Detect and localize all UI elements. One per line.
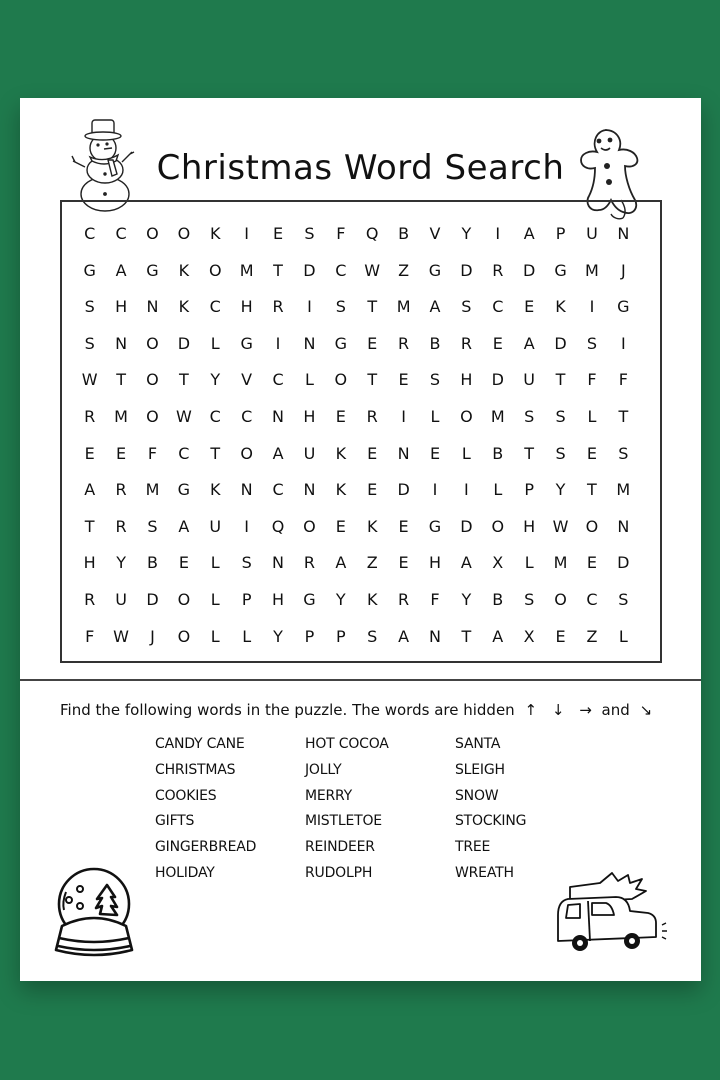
grid-letter: Y [273,626,283,646]
grid-letter: M [239,260,254,280]
grid-letter: F [85,626,95,646]
word-list-item: SLEIGH [455,761,505,778]
word-list-item: GIFTS [155,813,195,830]
grid-letter: L [304,370,314,390]
grid-letter: S [241,553,252,573]
grid-letter: C [115,224,127,243]
grid-letter: D [460,260,473,280]
grid-letter: K [335,480,347,500]
grid-letter: S [555,406,566,426]
grid-letter: E [178,553,189,573]
grid-letter: D [523,260,536,280]
grid-letter: I [275,333,281,353]
grid-letter: H [240,297,253,317]
grid-letter: Y [461,224,472,243]
grid-letter: R [84,589,96,609]
grid-letter: R [115,480,127,500]
grid-letter: N [115,333,128,353]
grid-letter: U [586,224,598,243]
grid-letter: E [429,443,441,463]
grid-letter: H [523,516,536,536]
grid-letter: K [178,260,190,280]
grid-letter: X [492,553,504,573]
grid-letter: M [616,480,631,500]
grid-letter: D [303,260,316,280]
worksheet-page [20,98,701,981]
grid-letter: N [303,480,316,500]
grid-letter: L [430,406,440,426]
grid-letter: J [150,626,155,646]
grid-letter: O [146,224,159,243]
grid-letter: E [398,516,409,536]
grid-letter: L [587,406,597,426]
grid-letter: G [83,260,96,280]
word-list-item: WREATH [455,864,514,881]
grid-letter: Q [271,516,285,536]
grid-letter: A [178,516,190,536]
grid-letter: S [304,224,315,243]
grid-letter: T [618,406,629,426]
word-list-item: MERRY [305,787,353,804]
instructions-text: Find the following words in the puzzle. The words are hidden [60,701,515,719]
grid-letter: M [585,260,599,280]
grid-letter: I [401,406,406,426]
word-list-item: HOLIDAY [155,864,215,881]
grid-letter: O [177,224,191,243]
arrow-diagonal-icon: ↘ [639,701,653,719]
grid-letter: O [177,589,191,609]
grid-letter: R [303,553,315,573]
grid-letter: I [495,224,501,243]
grid-letter: Z [366,553,378,573]
grid-letter: S [461,297,472,317]
grid-letter: Y [210,370,221,390]
grid-letter: L [493,480,503,500]
grid-letter: J [620,260,626,280]
grid-letter: S [524,406,535,426]
grid-letter: K [555,297,566,317]
grid-letter: S [147,516,158,536]
arrow-right-icon: → [579,701,592,719]
grid-letter: O [585,516,599,536]
section-divider [20,679,701,681]
grid-letter: U [115,589,127,609]
grid-letter: K [210,480,221,500]
grid-letter: B [492,443,504,463]
grid-letter: G [303,589,316,609]
grid-letter: O [146,406,159,426]
grid-letter: A [523,224,535,243]
grid-letter: H [83,553,96,573]
grid-letter: N [617,516,630,536]
grid-letter: N [146,297,159,317]
grid-letter: O [460,406,473,426]
grid-letter: O [146,370,159,390]
grid-letter: R [398,333,410,353]
grid-letter: C [492,297,504,317]
grid-letter: S [586,333,598,353]
grid-letter: W [81,370,98,390]
grid-letter: E [367,333,378,353]
grid-letter: S [84,297,95,317]
grid-letter: E [116,443,127,463]
grid-letter: L [618,626,628,646]
grid-letter: Y [335,589,346,609]
grid-letter: W [364,260,381,280]
grid-letter: B [429,333,441,353]
grid-letter: A [460,553,472,573]
grid-letter: G [177,480,191,500]
grid-letter: P [335,626,346,646]
grid-letter: Z [586,626,598,646]
grid-letter: Q [365,224,379,243]
grid-letter: L [210,626,220,646]
grid-letter: A [492,626,504,646]
grid-letter: S [335,297,346,317]
grid-letter: D [397,480,410,500]
grid-letter: C [178,443,190,463]
grid-letter: E [555,626,566,646]
grid-letter: I [307,297,312,317]
grid-letter: O [177,626,191,646]
grid-letter: T [273,260,283,280]
grid-letter: E [524,297,535,317]
grid-letter: A [272,443,284,463]
grid-letter: X [523,626,535,646]
grid-letter: F [618,370,628,390]
word-list-item: REINDEER [305,839,375,856]
grid-letter: R [460,333,472,353]
grid-letter: F [336,224,346,243]
car-with-tree-icon [550,871,670,965]
grid-letter: A [398,626,410,646]
grid-letter: S [618,589,629,609]
letter-grid [74,222,639,661]
grid-letter: U [523,370,536,390]
grid-letter: K [210,224,221,243]
grid-letter: K [335,443,347,463]
grid-letter: E [84,443,95,463]
grid-letter: F [587,370,597,390]
grid-letter: E [335,516,346,536]
grid-letter: I [620,333,626,353]
page-title: Christmas Word Search [156,148,565,188]
grid-letter: I [464,480,469,500]
grid-letter: O [491,516,505,536]
grid-letter: Z [398,260,410,280]
grid-letter: H [460,370,473,390]
grid-letter: N [429,626,441,646]
grid-letter: L [210,589,220,609]
grid-letter: T [84,516,95,536]
grid-letter: N [397,443,410,463]
grid-letter: C [84,224,96,243]
word-list-item: COOKIES [155,787,217,804]
grid-letter: E [398,553,409,573]
grid-letter: T [524,443,535,463]
grid-letter: H [303,406,316,426]
grid-letter: R [492,260,504,280]
grid-letter: P [304,626,315,646]
grid-letter: C [209,406,221,426]
grid-letter: K [366,589,378,609]
word-list-item: SNOW [455,787,499,804]
grid-letter: H [272,589,285,609]
grid-letter: Y [116,553,126,573]
grid-letter: F [147,443,158,463]
grid-letter: H [428,553,441,573]
grid-letter: B [146,553,158,573]
grid-letter: A [84,480,96,500]
snow-globe-icon [50,864,138,960]
word-list-item: RUDOLPH [305,864,373,881]
grid-letter: G [240,333,253,353]
grid-letter: M [553,553,568,573]
grid-letter: C [272,480,284,500]
grid-letter: E [586,443,597,463]
grid-letter: V [241,370,253,390]
grid-letter: U [303,443,316,463]
grid-letter: O [240,443,253,463]
grid-letter: N [303,333,316,353]
grid-letter: M [145,480,160,500]
grid-letter: L [242,626,252,646]
grid-letter: D [491,370,504,390]
instructions [60,701,657,719]
grid-letter: L [524,553,534,573]
word-list [155,736,605,891]
word-list-item: STOCKING [455,813,527,830]
arrow-down-icon: ↓ [551,701,565,719]
grid-letter: E [586,553,597,573]
grid-letter: D [617,553,630,573]
grid-letter: P [555,224,566,243]
grid-letter: T [367,297,378,317]
word-list-item: CHRISTMAS [155,761,236,778]
grid-letter: H [115,297,128,317]
grid-letter: P [241,589,252,609]
grid-letter: I [244,516,249,536]
grid-letter: T [587,480,597,500]
grid-letter: G [146,260,159,280]
grid-letter: O [146,333,159,353]
grid-letter: B [398,224,410,243]
grid-letter: S [429,370,441,390]
grid-letter: N [272,553,285,573]
grid-letter: E [398,370,409,390]
grid-letter: S [555,443,566,463]
grid-letter: R [398,589,410,609]
grid-letter: E [272,224,284,243]
grid-letter: C [272,370,284,390]
grid-letter: R [272,297,284,317]
grid-letter: O [554,589,567,609]
grid-letter: R [84,406,96,426]
grid-letter: S [618,443,629,463]
grid-letter: N [240,480,253,500]
grid-letter: S [524,589,535,609]
grid-letter: C [209,297,221,317]
grid-letter: C [586,589,598,609]
grid-letter: W [175,406,192,426]
grid-letter: K [366,516,378,536]
word-list-item: CANDY CANE [155,736,245,752]
grid-letter: D [554,333,567,353]
word-list-item: MISTLETOE [305,813,382,830]
word-search-grid [60,200,662,663]
grid-letter: D [460,516,473,536]
grid-letter: A [429,297,441,317]
grid-letter: M [396,297,411,317]
grid-letter: A [115,260,127,280]
grid-letter: N [617,224,630,243]
grid-letter: T [461,626,472,646]
grid-letter: D [177,333,191,353]
grid-letter: E [335,406,346,426]
grid-letter: G [617,297,630,317]
grid-letter: L [210,553,220,573]
grid-letter: L [210,333,220,353]
grid-letter: O [334,370,348,390]
grid-letter: A [523,333,535,353]
grid-letter: V [429,224,441,243]
instructions-and: and [601,701,630,719]
grid-letter: P [524,480,534,500]
grid-letter: I [244,224,249,243]
grid-letter: Y [555,480,566,500]
grid-letter: C [335,260,347,280]
grid-letter: G [334,333,348,353]
grid-letter: T [116,370,126,390]
grid-letter: E [367,480,378,500]
word-list-item: GINGERBREAD [155,839,257,856]
arrow-up-icon: ↑ [524,701,538,719]
grid-letter: R [366,406,378,426]
grid-letter: G [428,516,442,536]
word-list-item: TREE [455,839,491,856]
word-list-item: JOLLY [305,761,342,778]
word-list-item: HOT COCOA [305,736,389,752]
grid-letter: K [178,297,190,317]
grid-letter: W [552,516,569,536]
grid-letter: R [115,516,127,536]
grid-letter: T [555,370,566,390]
grid-letter: T [210,443,221,463]
grid-letter: O [208,260,222,280]
grid-letter: Y [461,589,472,609]
grid-letter: F [430,589,440,609]
grid-letter: U [209,516,222,536]
grid-letter: G [428,260,442,280]
grid-letter: T [178,370,189,390]
grid-letter: I [432,480,438,500]
grid-letter: L [461,443,471,463]
grid-letter: S [367,626,378,646]
grid-letter: D [146,589,159,609]
grid-letter: T [367,370,378,390]
grid-letter: B [492,589,504,609]
grid-letter: S [84,333,95,353]
grid-letter: G [554,260,567,280]
grid-letter: I [589,297,595,317]
grid-letter: N [272,406,285,426]
grid-letter: E [492,333,503,353]
grid-letter: C [241,406,253,426]
word-list-item: SANTA [455,736,501,752]
grid-letter: E [367,443,378,463]
grid-letter: O [303,516,316,536]
grid-letter: M [114,406,128,426]
grid-letter: M [490,406,505,426]
grid-letter: A [335,553,347,573]
grid-letter: W [113,626,129,646]
